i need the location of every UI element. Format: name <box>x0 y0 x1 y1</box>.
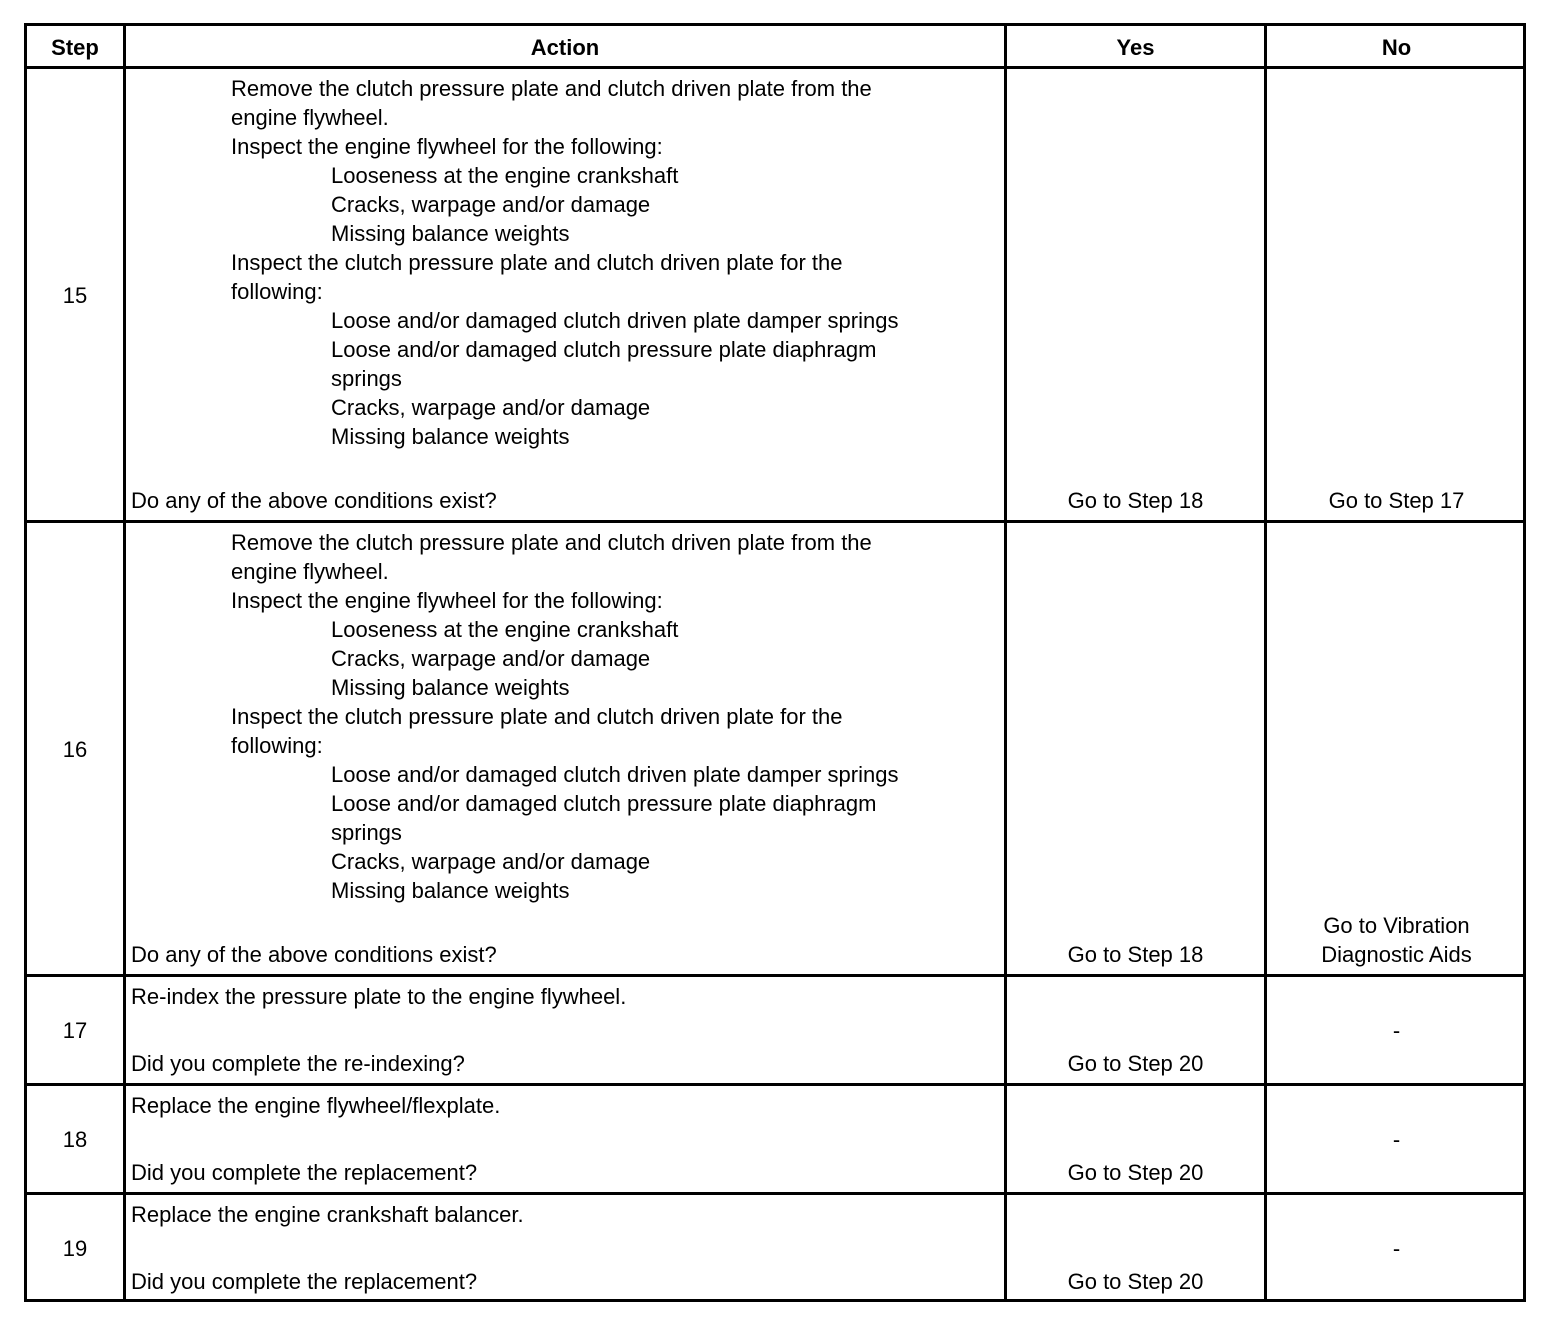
action-line: Looseness at the engine crankshaft <box>331 617 679 642</box>
action-line: Cracks, warpage and/or damage <box>331 395 651 420</box>
row-divider <box>27 974 1523 977</box>
action-line: engine flywheel. <box>231 105 389 130</box>
step-number: 19 <box>62 1236 88 1261</box>
yes-result: Go to Step 18 <box>1067 488 1204 513</box>
action-line: following: <box>231 279 323 304</box>
header-no: No <box>1381 35 1412 60</box>
column-divider <box>123 26 126 1299</box>
no-result-line: Diagnostic Aids <box>1321 942 1472 967</box>
action-line: Missing balance weights <box>331 675 570 700</box>
action-line: Cracks, warpage and/or damage <box>331 849 651 874</box>
row-divider <box>27 1083 1523 1086</box>
action-line: following: <box>231 733 323 758</box>
column-divider <box>1264 26 1267 1299</box>
action-line: Loose and/or damaged clutch pressure plate diaphragm <box>331 791 877 816</box>
no-result <box>1267 911 1526 969</box>
step-number: 17 <box>62 1018 88 1043</box>
row-divider <box>27 520 1523 523</box>
yes-result: Go to Step 18 <box>1067 942 1204 967</box>
action-instruction: Re-index the pressure plate to the engine flywheel. <box>131 984 627 1009</box>
action-question: Did you complete the replacement? <box>131 1160 478 1185</box>
no-result: - <box>1392 1127 1401 1152</box>
yes-result: Go to Step 20 <box>1067 1269 1204 1294</box>
no-result: Go to Step 17 <box>1328 488 1465 513</box>
action-question: Did you complete the re-indexing? <box>131 1051 465 1076</box>
action-line: springs <box>331 366 402 391</box>
action-question: Do any of the above conditions exist? <box>131 942 497 967</box>
action-line: Remove the clutch pressure plate and clutch driven plate from the <box>231 530 872 555</box>
action-line: Inspect the engine flywheel for the following: <box>231 134 663 159</box>
action-line: Remove the clutch pressure plate and clutch driven plate from the <box>231 76 872 101</box>
action-line: Cracks, warpage and/or damage <box>331 192 651 217</box>
action-line: Missing balance weights <box>331 878 570 903</box>
row-divider <box>27 1192 1523 1195</box>
action-line: Missing balance weights <box>331 221 570 246</box>
action-instruction: Replace the engine flywheel/flexplate. <box>131 1093 501 1118</box>
action-question: Do any of the above conditions exist? <box>131 488 497 513</box>
diagnostic-table <box>24 23 1526 1302</box>
action-line: Looseness at the engine crankshaft <box>331 163 679 188</box>
action-instructions <box>131 74 898 451</box>
yes-result: Go to Step 20 <box>1067 1160 1204 1185</box>
action-line: Cracks, warpage and/or damage <box>331 646 651 671</box>
no-result-line: Go to Vibration <box>1323 913 1470 938</box>
row-divider <box>27 66 1523 69</box>
action-line: Inspect the clutch pressure plate and clutch driven plate for the <box>231 704 843 729</box>
action-line: engine flywheel. <box>231 559 389 584</box>
action-line: springs <box>331 820 402 845</box>
header-yes: Yes <box>1116 35 1155 60</box>
header-step: Step <box>51 35 99 60</box>
step-number: 15 <box>62 283 88 308</box>
yes-result: Go to Step 20 <box>1067 1051 1204 1076</box>
no-result: - <box>1392 1236 1401 1261</box>
step-number: 18 <box>62 1127 88 1152</box>
column-divider <box>1004 26 1007 1299</box>
no-result: - <box>1392 1018 1401 1043</box>
action-line: Inspect the engine flywheel for the following: <box>231 588 663 613</box>
action-line: Loose and/or damaged clutch driven plate damper springs <box>331 308 899 333</box>
action-line: Loose and/or damaged clutch pressure plate diaphragm <box>331 337 877 362</box>
action-line: Loose and/or damaged clutch driven plate damper springs <box>331 762 899 787</box>
action-instruction: Replace the engine crankshaft balancer. <box>131 1202 524 1227</box>
action-line: Missing balance weights <box>331 424 570 449</box>
action-instructions <box>131 528 898 905</box>
action-line: Inspect the clutch pressure plate and clutch driven plate for the <box>231 250 843 275</box>
action-question: Did you complete the replacement? <box>131 1269 478 1294</box>
header-action: Action <box>530 35 600 60</box>
step-number: 16 <box>62 737 88 762</box>
